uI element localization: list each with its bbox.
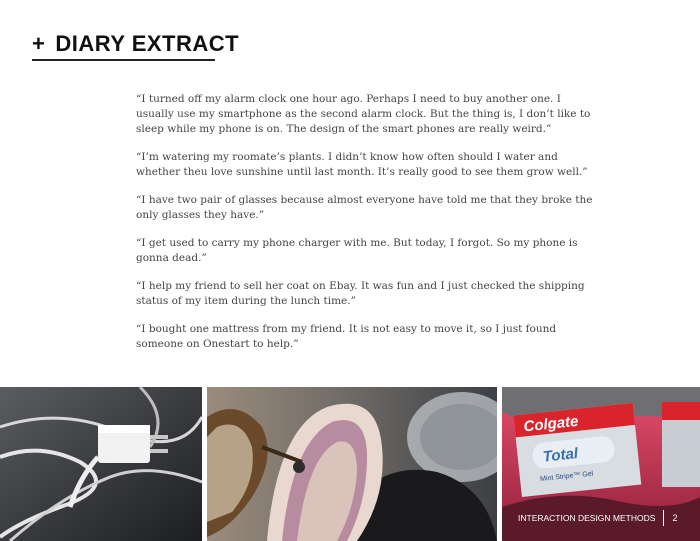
page-title: DIARY EXTRACT [55, 31, 240, 56]
diary-quote: “I bought one mattress from my friend. It is not easy to move it, so I just found someone on Onestart to help.” [136, 323, 557, 350]
page-footer [518, 510, 677, 526]
glasses-photo [207, 387, 497, 541]
product-variant: Mint Stripe™ Gel [539, 470, 594, 484]
diary-quotes [136, 92, 596, 365]
plus-icon: + [32, 31, 46, 56]
diary-quote: “I have two pair of glasses because almost everyone have told me that they broke the only glasses they have.” [136, 194, 593, 221]
diary-quote: “I’m watering my roomate’s plants. I didn’t know how often should I water and whether theu love sunshine until last month. It’s really good to see them grow well.” [136, 151, 588, 178]
footer-divider [663, 510, 664, 526]
product-brand: Colgate [522, 412, 580, 436]
footer-section-label: INTERACTION DESIGN METHODS [518, 513, 656, 523]
diary-quote: “I turned off my alarm clock one hour ago. Perhaps I need to buy another one. I usually use my smartphone as the second alarm clock. But the thing is, I don’t like to sleep while my phone is on. The design of the smart phones are really weird.” [136, 93, 591, 135]
product-name: Total [541, 444, 579, 466]
diary-quote: “I get used to carry my phone charger with me. But today, I forgot. So my phone is gonna dead.” [136, 237, 578, 264]
page-number: 2 [672, 513, 678, 523]
charger-photo [0, 387, 202, 541]
page-heading [32, 30, 239, 58]
diary-quote: “I help my friend to sell her coat on Ebay. It was fun and I just checked the shipping status of my item during the lunch time.” [136, 280, 585, 307]
title-underline [32, 59, 215, 61]
